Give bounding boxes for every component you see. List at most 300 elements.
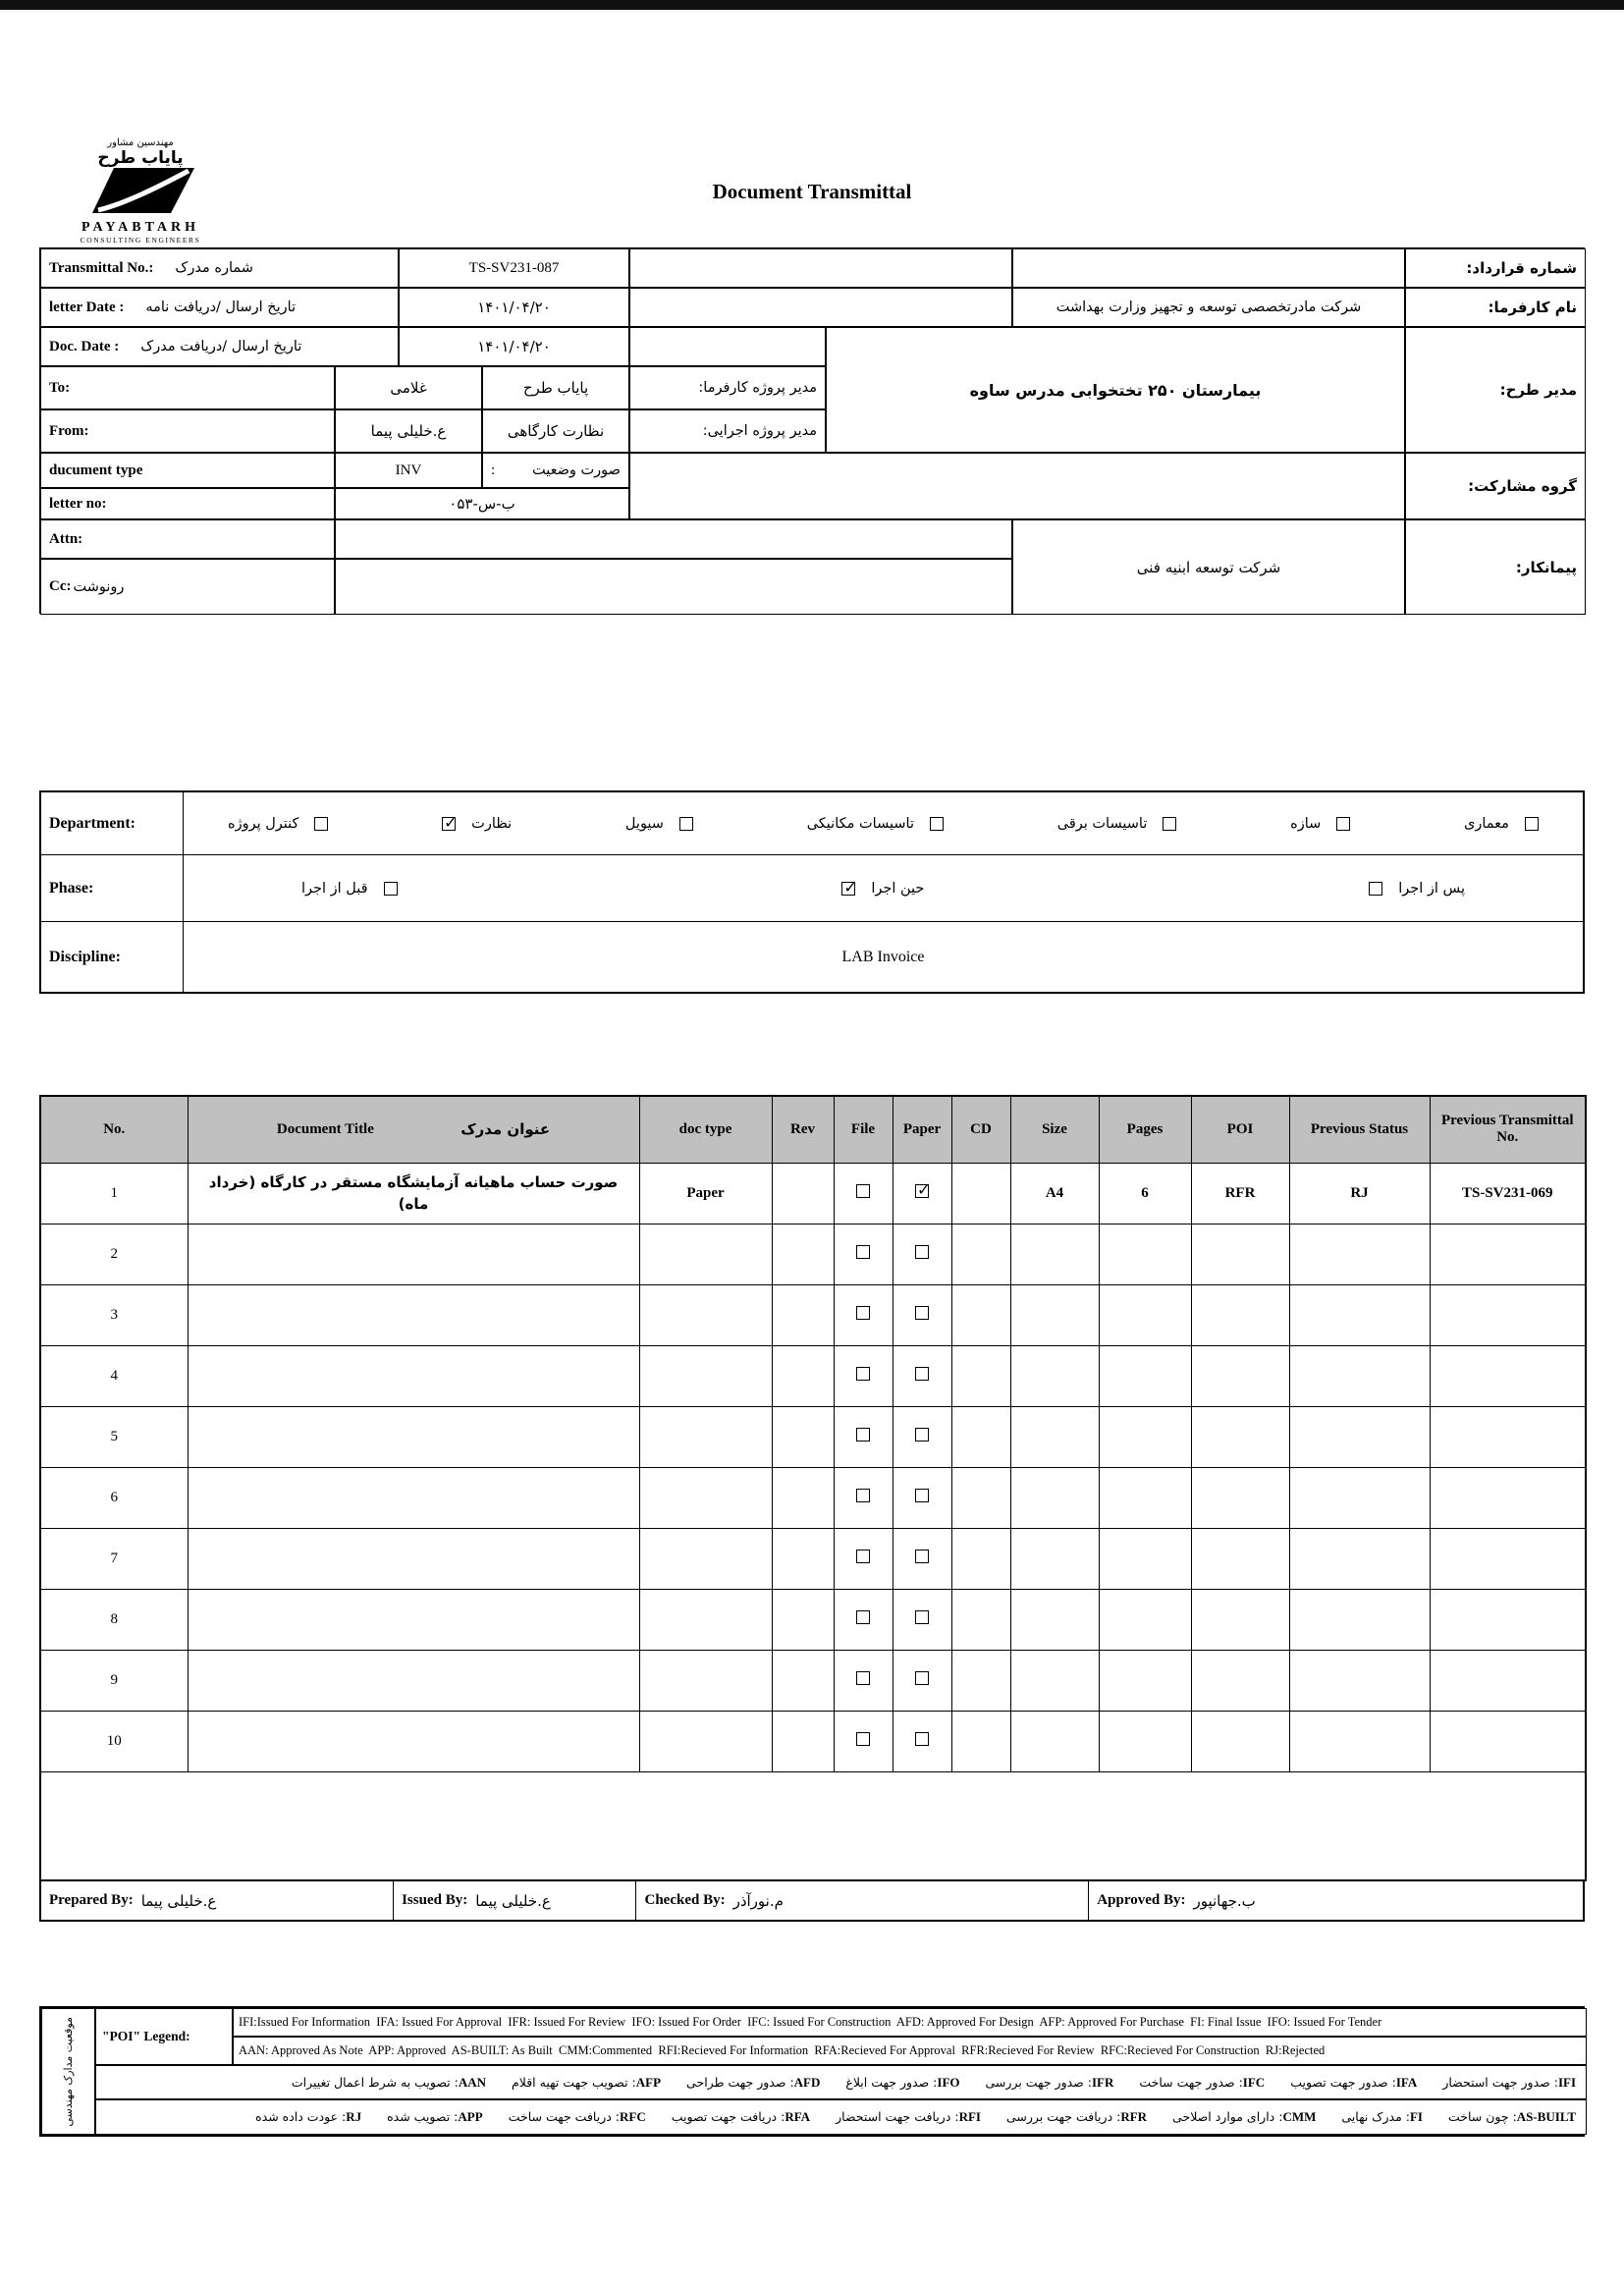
legend-text: : دریافت جهت تصویب	[671, 2109, 785, 2124]
legend-text: : دریافت جهت ساخت	[508, 2109, 621, 2124]
cell-title	[188, 1224, 639, 1284]
cell-paper	[893, 1284, 951, 1345]
scan-edge-strip	[0, 0, 1624, 10]
legend-code: IFI	[1557, 2074, 1576, 2090]
legend-text: : صدور جهت استحضار	[1442, 2074, 1558, 2090]
phase-checkbox-during[interactable]	[841, 882, 855, 896]
paper-checkbox[interactable]	[915, 1184, 929, 1198]
cell-previous-status: RJ	[1289, 1163, 1430, 1224]
transmittal-no-value	[399, 248, 629, 288]
letter-no-label-cell: letter no:	[40, 488, 335, 519]
cell-cd	[951, 1650, 1010, 1711]
table-row	[40, 1650, 1586, 1711]
to-company-value: پایاب طرح	[482, 366, 629, 409]
legend-text: : صدور جهت ابلاغ	[845, 2074, 938, 2090]
cell-paper	[893, 1467, 951, 1528]
file-checkbox[interactable]	[856, 1306, 870, 1320]
cc-label-cell: Cc: رونوشت	[40, 559, 335, 615]
legend-item	[512, 2075, 661, 2091]
cell-file	[834, 1467, 893, 1528]
letter-no-value: ب-س-۰۵۳	[335, 488, 629, 519]
project-name-cell	[826, 327, 1405, 453]
document-list-block	[39, 1095, 1585, 1922]
dept-option-architecture: معماری	[1464, 816, 1539, 832]
cell-poi	[1191, 1345, 1289, 1406]
phase-options	[184, 855, 1583, 921]
cell-previous-transmittal	[1430, 1589, 1586, 1650]
cell-rev	[772, 1528, 834, 1589]
document-table	[39, 1095, 1587, 1881]
cell-previous-transmittal	[1430, 1406, 1586, 1467]
cell-cd	[951, 1284, 1010, 1345]
phase-label: Phase:	[41, 855, 184, 921]
header-file: File	[834, 1096, 893, 1163]
cell-poi	[1191, 1650, 1289, 1711]
dept-option-supervision: ✓ نظارت	[442, 816, 512, 832]
dept-checkbox-structure[interactable]	[1336, 817, 1350, 831]
cell-file	[834, 1650, 893, 1711]
cell-cd	[951, 1345, 1010, 1406]
header-rev: Rev	[772, 1096, 834, 1163]
cell-no: 2	[40, 1224, 188, 1284]
legend-code: RFC	[620, 2109, 646, 2124]
cell-rev	[772, 1163, 834, 1224]
logo-en-subtitle: CONSULTING ENGINEERS	[80, 236, 201, 245]
transmittal-no-text: TS-SV231-087	[468, 259, 560, 276]
legend-text: : دریافت جهت بررسی	[1005, 2109, 1121, 2124]
header-previous-transmittal-no: Previous Transmittal No.	[1430, 1096, 1586, 1163]
legend-item	[836, 2109, 981, 2125]
legend-text: : دریافت جهت استحضار	[836, 2109, 959, 2124]
legend-code: RFA	[785, 2109, 811, 2124]
legend-code: RFR	[1120, 2109, 1148, 2124]
cell-cd	[951, 1163, 1010, 1224]
cell-title	[188, 1528, 639, 1589]
cell-no: 5	[40, 1406, 188, 1467]
cell-poi	[1191, 1528, 1289, 1589]
letter-date-value: ۱۴۰۱/۰۴/۲۰	[399, 288, 629, 327]
department-row	[41, 792, 1583, 855]
cell-rev	[772, 1650, 834, 1711]
cell-size	[1010, 1284, 1099, 1345]
classification-table	[39, 790, 1585, 994]
cell-size	[1010, 1589, 1099, 1650]
checked-by-cell: Checked By: م.نورآذر	[636, 1881, 1089, 1920]
attn-label-cell: Attn:	[40, 519, 335, 559]
discipline-label: Discipline:	[41, 922, 184, 992]
cell-title	[188, 1345, 639, 1406]
cell-previous-status	[1289, 1650, 1430, 1711]
paper-checkbox[interactable]	[915, 1306, 929, 1320]
cell-previous-transmittal	[1430, 1528, 1586, 1589]
legend-text: : تصویب به شرط اعمال تغییرات	[291, 2074, 459, 2090]
legend-fa-line-2	[95, 2099, 1587, 2135]
colon: :	[491, 462, 496, 478]
phase-option-before: قبل از اجرا	[301, 881, 398, 897]
doc-date-label-en: Doc. Date :	[49, 338, 120, 354]
paper-checkbox[interactable]	[915, 1732, 929, 1746]
logo-fa-tagline: مهندسین مشاور	[107, 137, 174, 148]
cell-title	[188, 1589, 639, 1650]
legend-text: : دارای موارد اصلاحی	[1172, 2109, 1283, 2124]
doc-type-label-fa-cell: صورت وضعیت :	[482, 453, 629, 488]
partnership-label: گروه مشارکت:	[1405, 453, 1586, 519]
cell-rev	[772, 1345, 834, 1406]
cell-no: 1	[40, 1163, 188, 1224]
dept-checkbox-architecture[interactable]	[1525, 817, 1539, 831]
empty-cell	[629, 327, 826, 366]
cell-pages	[1099, 1528, 1191, 1589]
paper-checkbox[interactable]	[915, 1550, 929, 1563]
cell-size	[1010, 1345, 1099, 1406]
legend-fa-line-1	[95, 2065, 1587, 2099]
file-checkbox[interactable]	[856, 1184, 870, 1198]
cell-pages	[1099, 1589, 1191, 1650]
paper-checkbox[interactable]	[915, 1489, 929, 1502]
legend-item	[1006, 2109, 1147, 2125]
cell-previous-status	[1289, 1711, 1430, 1771]
cell-no: 9	[40, 1650, 188, 1711]
from-label-cell: From:	[40, 409, 335, 453]
file-checkbox[interactable]	[856, 1610, 870, 1624]
cell-doc-type	[639, 1284, 772, 1345]
legend-en-line-2: AAN: Approved As Note APP: Approved AS-BUILT: As Built CMM:Commented RFI:Recieved For Information RFA:Recieved For Approval RFR:Recieved For Review RFC:Recieved For Construction RJ:Rejected	[233, 2037, 1587, 2065]
legend-item	[292, 2075, 486, 2091]
header-poi: POI	[1191, 1096, 1289, 1163]
cell-title	[188, 1284, 639, 1345]
legend-code: RJ	[346, 2109, 362, 2124]
table-row	[40, 1163, 1586, 1224]
dept-option-control-project: کنترل پروژه	[228, 816, 328, 832]
cell-no: 10	[40, 1711, 188, 1771]
cell-poi	[1191, 1406, 1289, 1467]
cell-title: صورت حساب ماهیانه آزمایشگاه مستقر در کارگاه (خرداد ماه)	[188, 1163, 639, 1224]
legend-code: IFR	[1091, 2074, 1114, 2090]
header-cd: CD	[951, 1096, 1010, 1163]
legend-code: IFC	[1242, 2074, 1266, 2090]
phase-checkbox-before[interactable]	[384, 882, 398, 896]
legend-item	[986, 2075, 1114, 2091]
legend-item	[387, 2109, 483, 2125]
cell-pages	[1099, 1345, 1191, 1406]
cell-previous-transmittal	[1430, 1711, 1586, 1771]
signature-row	[39, 1881, 1585, 1922]
cell-cd	[951, 1589, 1010, 1650]
cell-cd	[951, 1528, 1010, 1589]
dept-option-electrical: تاسیسات برقی	[1057, 816, 1177, 832]
cell-file	[834, 1589, 893, 1650]
legend-code: AS-BUILT	[1516, 2109, 1576, 2124]
poi-legend-label: "POI" Legend:	[95, 2008, 233, 2065]
department-label: Department:	[41, 792, 184, 854]
legend-item	[255, 2109, 361, 2125]
cell-size: A4	[1010, 1163, 1099, 1224]
legend-text: : چون ساخت	[1447, 2109, 1517, 2124]
phase-option-during: ✓ حین اجرا	[841, 881, 924, 897]
engineering-docs-side-label: موقعیت مدارک مهندسی	[41, 2008, 95, 2135]
cell-pages	[1099, 1650, 1191, 1711]
cell-file	[834, 1284, 893, 1345]
legend-code: FI	[1409, 2109, 1423, 2124]
file-checkbox[interactable]	[856, 1428, 870, 1442]
transmittal-no-label-cell	[40, 248, 399, 288]
letter-date-label-en: letter Date :	[49, 299, 125, 315]
cell-pages	[1099, 1224, 1191, 1284]
legend-code: CMM	[1282, 2109, 1317, 2124]
legend-text: : مدرک نهایی	[1341, 2109, 1410, 2124]
legend-code: AFD	[793, 2074, 821, 2090]
doc-type-value: INV	[335, 453, 482, 488]
cell-poi	[1191, 1284, 1289, 1345]
header-doc-type: doc type	[639, 1096, 772, 1163]
legend-item	[1442, 2075, 1576, 2091]
contractor-label: پیمانکار:	[1405, 519, 1586, 615]
cell-poi	[1191, 1224, 1289, 1284]
legend-text: : صدور جهت تصویب	[1290, 2074, 1396, 2090]
cell-no: 6	[40, 1467, 188, 1528]
attn-value-cell	[335, 519, 1012, 559]
cell-size	[1010, 1406, 1099, 1467]
legend-item	[686, 2075, 820, 2091]
cell-paper	[893, 1406, 951, 1467]
cell-pages	[1099, 1406, 1191, 1467]
cell-rev	[772, 1711, 834, 1771]
cell-cd	[951, 1467, 1010, 1528]
contractor-value: شرکت توسعه ابنیه فنی	[1012, 519, 1405, 615]
file-checkbox[interactable]	[856, 1732, 870, 1746]
legend-code: IFA	[1395, 2074, 1418, 2090]
cell-no: 8	[40, 1589, 188, 1650]
phase-checkbox-after[interactable]	[1369, 882, 1382, 896]
cell-previous-status	[1289, 1224, 1430, 1284]
cell-paper	[893, 1163, 951, 1224]
from-company-value: نظارت کارگاهی	[482, 409, 629, 453]
cell-pages	[1099, 1284, 1191, 1345]
legend-item	[1448, 2109, 1576, 2125]
cell-poi: RFR	[1191, 1163, 1289, 1224]
cell-doc-type	[639, 1345, 772, 1406]
table-row	[40, 1284, 1586, 1345]
logo-fa-name: پایاب طرح	[97, 148, 184, 168]
cell-paper	[893, 1224, 951, 1284]
legend-code: APP	[458, 2109, 483, 2124]
from-person-value: ع.خلیلی پیما	[335, 409, 482, 453]
cell-paper	[893, 1711, 951, 1771]
paper-checkbox[interactable]	[915, 1671, 929, 1685]
cell-previous-transmittal	[1430, 1345, 1586, 1406]
cell-file	[834, 1528, 893, 1589]
table-row	[40, 1711, 1586, 1771]
doc-date-label-cell	[40, 327, 399, 366]
cell-title	[188, 1406, 639, 1467]
file-checkbox[interactable]	[856, 1245, 870, 1259]
prepared-by-cell: Prepared By: ع.خلیلی پیما	[41, 1881, 394, 1920]
cell-doc-type	[639, 1224, 772, 1284]
cell-doc-type	[639, 1650, 772, 1711]
cell-size	[1010, 1224, 1099, 1284]
cell-previous-status	[1289, 1467, 1430, 1528]
table-row	[40, 1224, 1586, 1284]
cell-previous-transmittal	[1430, 1650, 1586, 1711]
cell-paper	[893, 1345, 951, 1406]
cell-paper	[893, 1528, 951, 1589]
doc-date-label-fa: تاریخ ارسال /دریافت مدرک	[140, 339, 302, 354]
page-title: Document Transmittal	[712, 180, 912, 203]
cell-previous-transmittal	[1430, 1284, 1586, 1345]
empty-cell	[629, 288, 1012, 327]
cell-file	[834, 1711, 893, 1771]
legend-item	[1139, 2075, 1265, 2091]
cell-previous-transmittal: TS-SV231-069	[1430, 1163, 1586, 1224]
cell-doc-type	[639, 1589, 772, 1650]
cell-title	[188, 1650, 639, 1711]
cell-rev	[772, 1467, 834, 1528]
filler-cell	[40, 1771, 1586, 1880]
dept-checkbox-civil[interactable]	[679, 817, 693, 831]
legend-text: : تصویب جهت تهیه اقلام	[512, 2074, 636, 2090]
cell-poi	[1191, 1467, 1289, 1528]
header-pages: Pages	[1099, 1096, 1191, 1163]
cell-pages	[1099, 1711, 1191, 1771]
doc-date-value: ۱۴۰۱/۰۴/۲۰	[399, 327, 629, 366]
cell-previous-status	[1289, 1284, 1430, 1345]
to-person-value: غلامی	[335, 366, 482, 409]
cell-file	[834, 1345, 893, 1406]
project-name-text: بیمارستان ۲۵۰ تختخوابی مدرس ساوه	[969, 380, 1262, 400]
cell-previous-status	[1289, 1345, 1430, 1406]
transmittal-no-label-en: Transmittal No.:	[49, 259, 154, 276]
dept-checkbox-supervision[interactable]	[442, 817, 456, 831]
legend-text: : صدور جهت بررسی	[985, 2074, 1092, 2090]
cell-no: 7	[40, 1528, 188, 1589]
paper-checkbox[interactable]	[915, 1610, 929, 1624]
approved-by-cell: Approved By: ب.جهانپور	[1097, 1891, 1256, 1910]
cell-rev	[772, 1224, 834, 1284]
legend-code: IFO	[937, 2074, 960, 2090]
cell-file	[834, 1224, 893, 1284]
discipline-row	[41, 922, 1583, 992]
cell-paper	[893, 1650, 951, 1711]
from-role-label: مدیر پروژه اجرایی:	[629, 409, 826, 453]
cell-pages: 6	[1099, 1163, 1191, 1224]
letter-date-label-fa: تاریخ ارسال /دریافت نامه	[145, 299, 297, 315]
cell-previous-status	[1289, 1589, 1430, 1650]
file-checkbox[interactable]	[856, 1671, 870, 1685]
contract-no-label: شماره قرارداد:	[1405, 248, 1586, 288]
issued-by-cell: Issued By: ع.خلیلی پیما	[394, 1881, 636, 1920]
cell-size	[1010, 1650, 1099, 1711]
dept-checkbox-mechanical[interactable]	[930, 817, 944, 831]
dept-checkbox-control-project[interactable]	[314, 817, 328, 831]
legend-item	[1172, 2109, 1316, 2125]
department-options	[184, 792, 1583, 854]
partnership-value-cell	[629, 453, 1405, 519]
design-manager-label: مدیر طرح:	[1405, 327, 1586, 453]
cell-file	[834, 1163, 893, 1224]
cell-previous-transmittal	[1430, 1224, 1586, 1284]
phase-option-after: پس از اجرا	[1369, 881, 1465, 897]
to-label-cell: To:	[40, 366, 335, 409]
cell-cd	[951, 1711, 1010, 1771]
table-row	[40, 1589, 1586, 1650]
table-row	[40, 1406, 1586, 1467]
legend-text: : تصویب شده	[387, 2109, 459, 2124]
legend-item	[1290, 2075, 1417, 2091]
cell-size	[1010, 1467, 1099, 1528]
cell-doc-type	[639, 1711, 772, 1771]
legend-code: RFI	[958, 2109, 981, 2124]
client-name-label: نام کارفرما:	[1405, 288, 1586, 327]
file-checkbox[interactable]	[856, 1367, 870, 1381]
transmittal-info-table	[39, 247, 1585, 614]
cell-poi	[1191, 1711, 1289, 1771]
phase-row	[41, 855, 1583, 922]
legend-item	[672, 2109, 810, 2125]
header-paper: Paper	[893, 1096, 951, 1163]
cell-pages	[1099, 1467, 1191, 1528]
legend-item	[845, 2075, 959, 2091]
logo-en-name: PAYABTARH	[81, 220, 200, 235]
empty-cell	[629, 248, 1012, 288]
dept-checkbox-electrical[interactable]	[1163, 817, 1176, 831]
legend-code: AFP	[635, 2074, 662, 2090]
file-checkbox[interactable]	[856, 1489, 870, 1502]
table-row	[40, 1467, 1586, 1528]
cell-size	[1010, 1711, 1099, 1771]
cell-doc-type	[639, 1406, 772, 1467]
cell-no: 3	[40, 1284, 188, 1345]
legend-text: : صدور جهت ساخت	[1139, 2074, 1243, 2090]
discipline-value: LAB Invoice	[841, 948, 925, 965]
paper-checkbox[interactable]	[915, 1367, 929, 1381]
table-header-row	[40, 1096, 1586, 1163]
cell-doc-type	[639, 1528, 772, 1589]
contract-no-value	[1012, 248, 1405, 288]
paper-checkbox[interactable]	[915, 1245, 929, 1259]
legend-code: AAN	[458, 2074, 486, 2090]
client-name-value: شرکت مادرتخصصی توسعه و تجهیز وزارت بهداشت	[1012, 288, 1405, 327]
cc-value-cell	[335, 559, 1012, 615]
table-row	[40, 1345, 1586, 1406]
to-role-label: مدیر پروژه کارفرما:	[629, 366, 826, 409]
cell-title	[188, 1711, 639, 1771]
cell-file	[834, 1406, 893, 1467]
cell-rev	[772, 1589, 834, 1650]
cell-previous-status	[1289, 1528, 1430, 1589]
file-checkbox[interactable]	[856, 1550, 870, 1563]
header-document-title: Document Title عنوان مدرک	[188, 1096, 639, 1163]
cell-no: 4	[40, 1345, 188, 1406]
paper-checkbox[interactable]	[915, 1428, 929, 1442]
cell-paper	[893, 1589, 951, 1650]
table-row	[40, 1528, 1586, 1589]
doc-table-foot	[40, 1771, 1586, 1880]
doc-type-label-cell: ducument type	[40, 453, 335, 488]
dept-option-mechanical: تاسیسات مکانیکی	[807, 816, 944, 832]
table-filler-row	[40, 1771, 1586, 1880]
legend-text: : عودت داده شده	[255, 2109, 347, 2124]
header-previous-status: Previous Status	[1289, 1096, 1430, 1163]
dept-option-civil: سیویل	[625, 816, 693, 832]
cell-poi	[1191, 1589, 1289, 1650]
cell-size	[1010, 1528, 1099, 1589]
cell-doc-type	[639, 1467, 772, 1528]
cell-rev	[772, 1406, 834, 1467]
cell-doc-type: Paper	[639, 1163, 772, 1224]
legend-en-line-1: IFI:Issued For Information IFA: Issued For Approval IFR: Issued For Review IFO: Issued For Order IFC: Issued For Construction AFD: Approved For Design AFP: Approved For Purchase FI: Final Issue IFO: Issued For Tender	[233, 2008, 1587, 2037]
header-no: No.	[40, 1096, 188, 1163]
cell-previous-transmittal	[1430, 1467, 1586, 1528]
